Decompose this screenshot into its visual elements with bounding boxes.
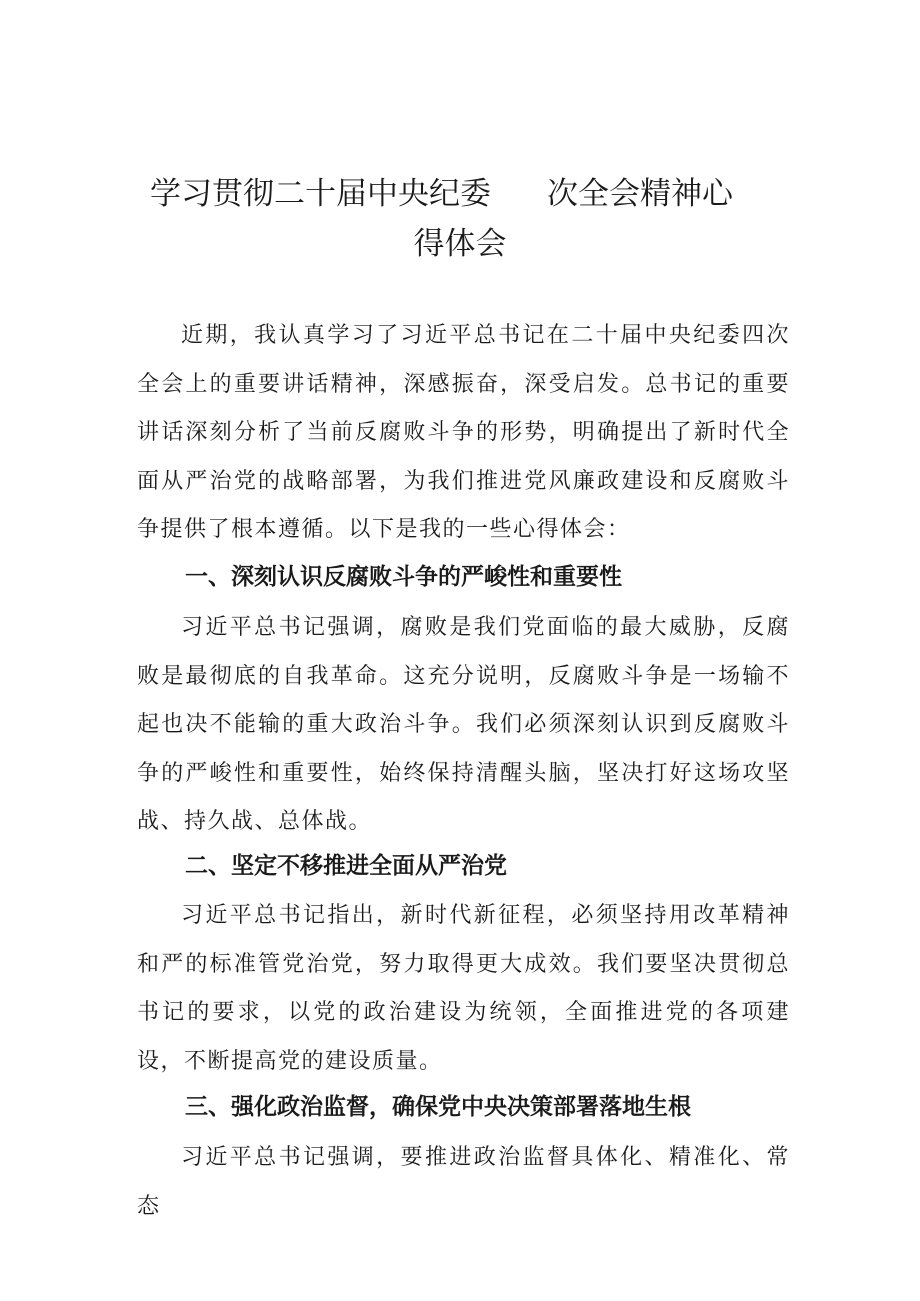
document-title-line2: 得体会: [413, 226, 507, 262]
section-paragraph-3: 习近平总书记强调，要推进政治监督具体化、精准化、常态: [137, 1145, 790, 1219]
section-heading-3: 三、强化政治监督，确保党中央决策部署落地生根: [185, 1094, 691, 1120]
title-part2: 次全会精神心: [547, 176, 733, 212]
section-heading-1: 一、深刻认识反腐败斗争的严峻性和重要性: [185, 564, 622, 590]
intro-paragraph: 近期，我认真学习了习近平总书记在二十届中央纪委四次全会上的重要讲话精神，深感振奋，深受启发。总书记的重要讲话深刻分析了当前反腐败斗争的形势，明确提出了新时代全面从严治党的战略部署，为我们推进党风廉政建设和反腐败斗争提供了根本遵循。以下是我的一些心得体会：: [137, 323, 790, 542]
title-part1: 学习贯彻二十届中央纪委: [150, 176, 491, 212]
section-heading-2: 二、坚定不移推进全面从严治党: [185, 853, 507, 879]
section-paragraph-1: 习近平总书记强调，腐败是我们党面临的最大威胁，反腐败是最彻底的自我革命。这充分说明，反腐败斗争是一场输不起也决不能输的重大政治斗争。我们必须深刻认识到反腐败斗争的严峻性和重要性，始终保持清醒头脑，坚决打好这场攻坚战、持久战、总体战。: [137, 615, 790, 834]
section-paragraph-2: 习近平总书记指出，新时代新征程，必须坚持用改革精神和严的标准管党治党，努力取得更大成效。我们要坚决贯彻总书记的要求，以党的政治建设为统领，全面推进党的各项建设，不断提高党的建设质量。: [137, 903, 790, 1074]
document-title-line1: [150, 170, 770, 218]
